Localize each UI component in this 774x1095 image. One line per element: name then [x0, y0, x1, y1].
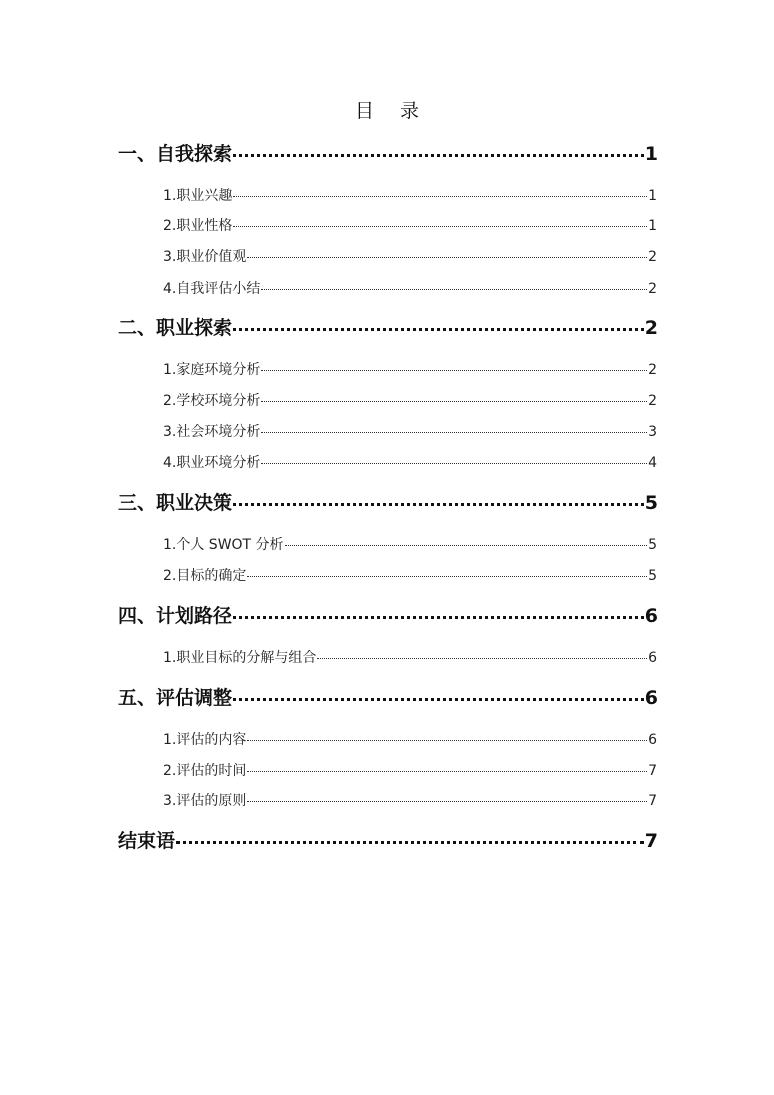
- toc-section-label: 二、职业探索: [118, 317, 233, 339]
- toc-item-label: 2.职业性格: [163, 218, 233, 234]
- toc-item-label: 3.评估的原则: [163, 793, 247, 809]
- toc-page-number: 7: [648, 793, 657, 809]
- toc-item-label: 1.职业兴趣: [163, 188, 233, 204]
- toc-item-evaluation-content[interactable]: [163, 729, 657, 749]
- toc-item-evaluation-time[interactable]: [163, 760, 657, 780]
- toc-item-career-environment[interactable]: [163, 452, 657, 472]
- dot-leader: [247, 801, 647, 802]
- toc-page-number: 2: [648, 362, 657, 378]
- dot-leader: [247, 771, 647, 772]
- dot-leader: [261, 463, 647, 464]
- toc-item-label: 2.学校环境分析: [163, 393, 261, 409]
- toc-page-number: 1: [648, 218, 657, 234]
- toc-item-career-personality[interactable]: [163, 215, 657, 235]
- toc-item-self-assessment-summary[interactable]: [163, 278, 657, 298]
- dot-leader: [233, 616, 644, 619]
- toc-page-number: 1: [648, 188, 657, 204]
- toc-item-label: 4.职业环境分析: [163, 455, 261, 471]
- dot-leader: [261, 432, 647, 433]
- dot-leader: [261, 370, 647, 371]
- toc-page-number: 7: [648, 763, 657, 779]
- toc-item-label: 4.自我评估小结: [163, 281, 261, 297]
- toc-page-number: 2: [648, 249, 657, 265]
- toc-item-evaluation-principles[interactable]: [163, 790, 657, 810]
- dot-leader: [261, 289, 647, 290]
- toc-section-conclusion[interactable]: [118, 826, 658, 854]
- dot-leader: [176, 841, 644, 844]
- toc-item-goal-decomposition[interactable]: [163, 647, 657, 667]
- dot-leader: [317, 658, 647, 659]
- toc-page-number: 5: [648, 568, 657, 584]
- toc-title: 目 录: [354, 100, 430, 122]
- dot-leader: [247, 740, 647, 741]
- toc-item-label: 2.目标的确定: [163, 568, 247, 584]
- toc-section-label: 三、职业决策: [118, 492, 233, 514]
- dot-leader: [233, 196, 647, 197]
- toc-page-number: 6: [644, 605, 658, 627]
- toc-page-number: 2: [648, 393, 657, 409]
- dot-leader: [233, 503, 644, 506]
- dot-leader: [261, 401, 647, 402]
- toc-page-number: 2: [648, 281, 657, 297]
- toc-section-career-exploration[interactable]: [118, 313, 658, 341]
- toc-item-family-environment[interactable]: [163, 359, 657, 379]
- toc-section-label: 五、评估调整: [118, 687, 233, 709]
- toc-page-number: 5: [648, 537, 657, 553]
- toc-item-swot-analysis[interactable]: [163, 534, 657, 554]
- toc-item-career-interest[interactable]: [163, 185, 657, 205]
- toc-page-number: 4: [648, 455, 657, 471]
- toc-item-label: 3.社会环境分析: [163, 424, 261, 440]
- toc-page-number: 6: [648, 732, 657, 748]
- toc-item-label: 1.职业目标的分解与组合: [163, 650, 317, 666]
- toc-section-plan-path[interactable]: [118, 601, 658, 629]
- toc-section-label: 结束语: [118, 830, 176, 852]
- toc-item-school-environment[interactable]: [163, 390, 657, 410]
- toc-item-label: 2.评估的时间: [163, 763, 247, 779]
- toc-section-label: 一、自我探索: [118, 143, 233, 165]
- toc-page-number: 3: [648, 424, 657, 440]
- dot-leader: [233, 226, 647, 227]
- toc-page-number: 1: [644, 143, 658, 165]
- toc-item-label: 1.评估的内容: [163, 732, 247, 748]
- toc-section-self-exploration[interactable]: [118, 139, 658, 167]
- toc-item-career-values[interactable]: [163, 246, 657, 266]
- toc-item-social-environment[interactable]: [163, 421, 657, 441]
- toc-item-label: 3.职业价值观: [163, 249, 247, 265]
- toc-page-number: 2: [644, 317, 658, 339]
- toc-page-number: 6: [648, 650, 657, 666]
- toc-section-evaluation-adjustment[interactable]: [118, 683, 658, 711]
- toc-item-goal-determination[interactable]: [163, 565, 657, 585]
- dot-leader: [247, 257, 647, 258]
- dot-leader: [233, 328, 644, 331]
- toc-item-label: 1.家庭环境分析: [163, 362, 261, 378]
- toc-page-number: 7: [644, 830, 658, 852]
- toc-item-label: 1.个人 SWOT 分析: [163, 537, 284, 553]
- toc-page-number: 5: [644, 492, 658, 514]
- dot-leader: [233, 698, 644, 701]
- dot-leader: [285, 545, 648, 546]
- dot-leader: [247, 576, 647, 577]
- toc-section-label: 四、计划路径: [118, 605, 233, 627]
- toc-section-career-decision[interactable]: [118, 488, 658, 516]
- dot-leader: [233, 154, 644, 157]
- toc-page-number: 6: [644, 687, 658, 709]
